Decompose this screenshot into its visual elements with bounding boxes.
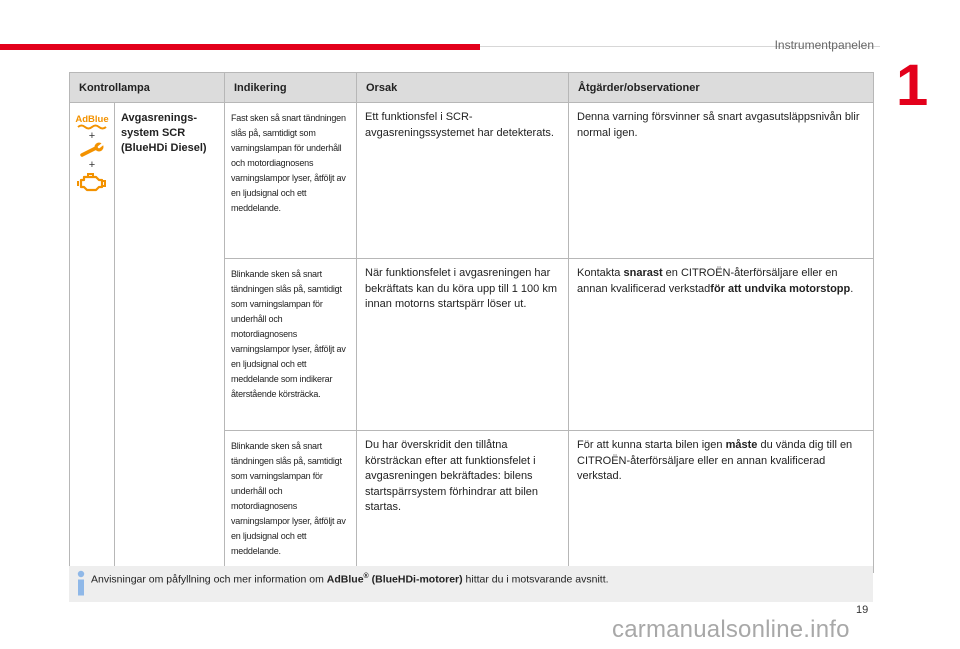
action-text [569, 103, 874, 259]
table-row [70, 103, 874, 259]
action-emphasis: måste [725, 439, 758, 451]
lamp-name: Avgasrenings-system SCR (BlueHDi Diesel) [115, 103, 225, 573]
action-text [569, 259, 874, 431]
info-text [91, 573, 609, 586]
chapter-number: 1 [896, 53, 929, 118]
action-segment: Denna varning försvinner så snart avgasutsläppsnivån blir normal igen. [577, 111, 860, 139]
info-box [69, 566, 873, 602]
info-engines: (BlueHDi-motorer) [368, 573, 463, 586]
action-segment: . [850, 282, 854, 295]
header-indication: Indikering [225, 73, 357, 103]
page-number: 19 [856, 604, 869, 616]
wrench-icon [78, 142, 106, 160]
action-emphasis: snarast [623, 267, 663, 279]
cause-text: När funktionsfelet i avgasreningen har bekräftats kan du köra upp till 1 100 km innan motorns startspärr löser ut. [357, 259, 569, 431]
action-segment: en CITROËN-återförsäljare eller en annan kvalificerad verkstad [577, 267, 838, 295]
header-cause: Orsak [357, 73, 569, 103]
indication-text: Fast sken så snart tändningen slås på, samtidigt som varningslampan för underhåll och motordiagnosens varningslampor lyser, åtföljt av en ljudsignal och ett meddelande. [225, 103, 357, 259]
header-lamp: Kontrollampa [70, 73, 225, 103]
action-segment: Kontakta [577, 267, 624, 279]
lamp-icon-cell [70, 103, 115, 573]
info-text-after: hittar du i motsvarande avsnitt. [462, 573, 609, 586]
header-accent-bar [0, 44, 480, 50]
indication-text: Blinkande sken så snart tändningen slås på, samtidigt som varningslampan för underhåll och motordiagnosens varningslampor lyser, åtföljt av en ljudsignal och ett meddelande som indikerar återstående körsträcka. [225, 259, 357, 431]
cause-text: Du har överskridit den tillåtna körsträckan efter att funktionsfelet i avgasreningen bekräftades: bilens startspärrsystem förhindrar att bilen startas. [357, 431, 569, 573]
header-action: Åtgärder/observationer [569, 73, 874, 103]
indication-text: Blinkande sken så snart tändningen slås på, samtidigt som varningslampan för underhåll och motordiagnosens varningslampor lyser, åtföljt av en ljudsignal och ett meddelande. [225, 431, 357, 573]
plus-sign: + [88, 159, 96, 171]
watermark: carmanualsonline.info [612, 616, 850, 643]
info-adblue: AdBlue [326, 573, 364, 586]
action-emphasis: för att undvika motorstopp [710, 282, 851, 295]
action-segment: du vända dig till en CITROËN-återförsäljare eller en annan kvalificerad verkstad. [577, 439, 853, 482]
table-header-row [70, 73, 874, 103]
engine-icon [77, 171, 107, 193]
info-icon [75, 570, 87, 597]
plus-sign: + [88, 130, 96, 142]
cause-text: Ett funktionsfel i SCR-avgasreningssystemet har detekterats. [357, 103, 569, 259]
warning-lamp-table [69, 72, 874, 573]
adblue-text: AdBlue [75, 114, 109, 125]
chapter-title: Instrumentpanelen [774, 38, 874, 52]
adblue-icon [75, 113, 109, 131]
action-text [569, 431, 874, 573]
info-text-before: Anvisningar om påfyllning och mer information om [91, 573, 327, 586]
info-registered: ® [363, 573, 369, 580]
action-segment: För att kunna starta bilen igen [577, 439, 726, 451]
